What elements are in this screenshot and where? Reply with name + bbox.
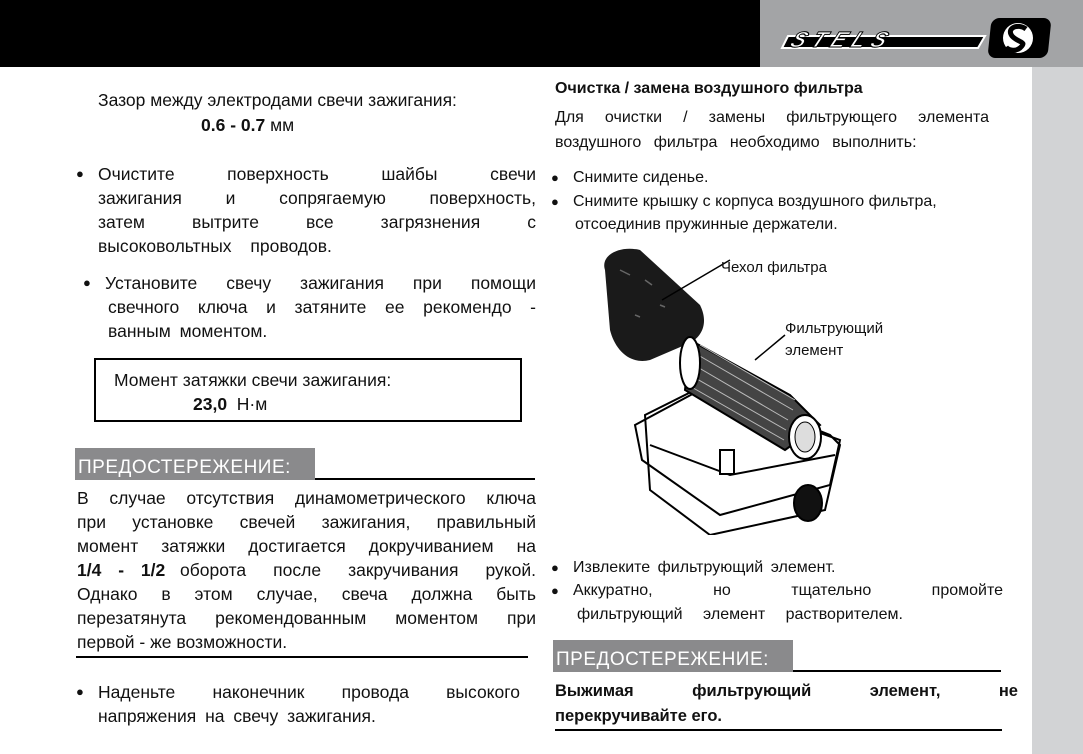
step-wash-element-cont: фильтрующий элемент растворителем. bbox=[577, 606, 903, 623]
warning-line: первой - же возможности. bbox=[77, 632, 288, 652]
warning-bottom-rule bbox=[76, 656, 528, 658]
label-filter-element-1: Фильтрующий bbox=[785, 320, 884, 337]
warning-bottom-rule bbox=[555, 729, 1002, 731]
step-line: высоковольтных проводов. bbox=[98, 236, 332, 256]
torque-value: 23,0 bbox=[193, 394, 228, 414]
step-line: ● Наденьте наконечник провода высокого bbox=[98, 680, 520, 704]
header-black-band bbox=[0, 0, 760, 67]
svg-text:STELS: STELS bbox=[786, 27, 899, 52]
warning-tag: ПРЕДОСТЕРЕЖЕНИЕ: bbox=[553, 640, 793, 672]
step-line: ● Установите свечу зажигания при помощи bbox=[105, 271, 536, 295]
section-title: Очистка / замена воздушного фильтра bbox=[555, 80, 863, 97]
step-line: зажигания и сопрягаемую поверхность, bbox=[98, 188, 536, 208]
warning-header-right bbox=[553, 640, 1001, 672]
warning-line: момент затяжки достигается докручиванием на bbox=[77, 536, 536, 556]
step-line: затем вытрите все загрязнения с bbox=[98, 212, 536, 232]
step-line: ванным моментом. bbox=[108, 321, 268, 341]
warning-line: оборота после закручивания рукой. bbox=[180, 560, 536, 580]
torque-value-row bbox=[193, 392, 267, 416]
warning-header-left bbox=[75, 448, 535, 480]
warning-tag: ПРЕДОСТЕРЕЖЕНИЕ: bbox=[75, 448, 315, 480]
warning-rule bbox=[793, 670, 1001, 672]
intro-line: Для очистки / замены фильтрующего элемента bbox=[555, 109, 989, 126]
warning-line: В случае отсутствия динамометрического ключа bbox=[77, 488, 536, 508]
warning-line: перекручивайте его. bbox=[555, 707, 722, 725]
stels-logo bbox=[780, 14, 1060, 60]
step-line: напряжения на свечу зажигания. bbox=[98, 706, 376, 726]
step-wash-element: ● Аккуратно, но тщательно промойте bbox=[573, 579, 1003, 602]
warning-line: Выжимая фильтрующий элемент, не bbox=[555, 682, 1018, 700]
stels-wordmark-icon bbox=[782, 27, 985, 52]
warning-rule bbox=[315, 478, 535, 480]
warning-line: при установке свечей зажигания, правильный bbox=[77, 512, 536, 532]
gap-value: 0.6 - 0.7 bbox=[201, 115, 266, 135]
torque-label: Момент затяжки свечи зажигания: bbox=[114, 370, 392, 390]
warning-line: перезатянута рекомендованным моментом при bbox=[77, 608, 536, 628]
side-strip bbox=[1032, 67, 1083, 754]
label-filter-cover: Чехол фильтра bbox=[721, 259, 827, 276]
step-remove-cover-cont: отсоединив пружинные держатели. bbox=[575, 216, 838, 233]
step-remove-element: ● Извлеките фильтрующий элемент. bbox=[573, 556, 835, 579]
step-remove-seat: ● Снимите сиденье. bbox=[573, 166, 708, 189]
label-filter-element-2: элемент bbox=[785, 342, 844, 359]
air-filter-illustration bbox=[590, 245, 900, 535]
step-line: свечного ключа и затяните ее рекомендо - bbox=[108, 297, 536, 317]
stels-s-badge-icon bbox=[987, 18, 1051, 58]
step-remove-cover: ● Снимите крышку с корпуса воздушного фильтра, bbox=[573, 190, 937, 213]
gap-spec-label: Зазор между электродами свечи зажигания: bbox=[98, 90, 457, 110]
leader-line-element bbox=[755, 335, 785, 360]
warning-line: Однако в этом случае, свеча должна быть bbox=[77, 584, 536, 604]
gap-spec-value bbox=[201, 113, 294, 137]
warning-fraction: 1/4 - 1/2 bbox=[77, 560, 166, 580]
torque-unit: Н·м bbox=[236, 394, 268, 414]
gap-unit: мм bbox=[270, 115, 295, 135]
step-line: ● Очистите поверхность шайбы свечи bbox=[98, 162, 536, 186]
intro-line: воздушного фильтра необходимо выполнить: bbox=[555, 134, 917, 151]
